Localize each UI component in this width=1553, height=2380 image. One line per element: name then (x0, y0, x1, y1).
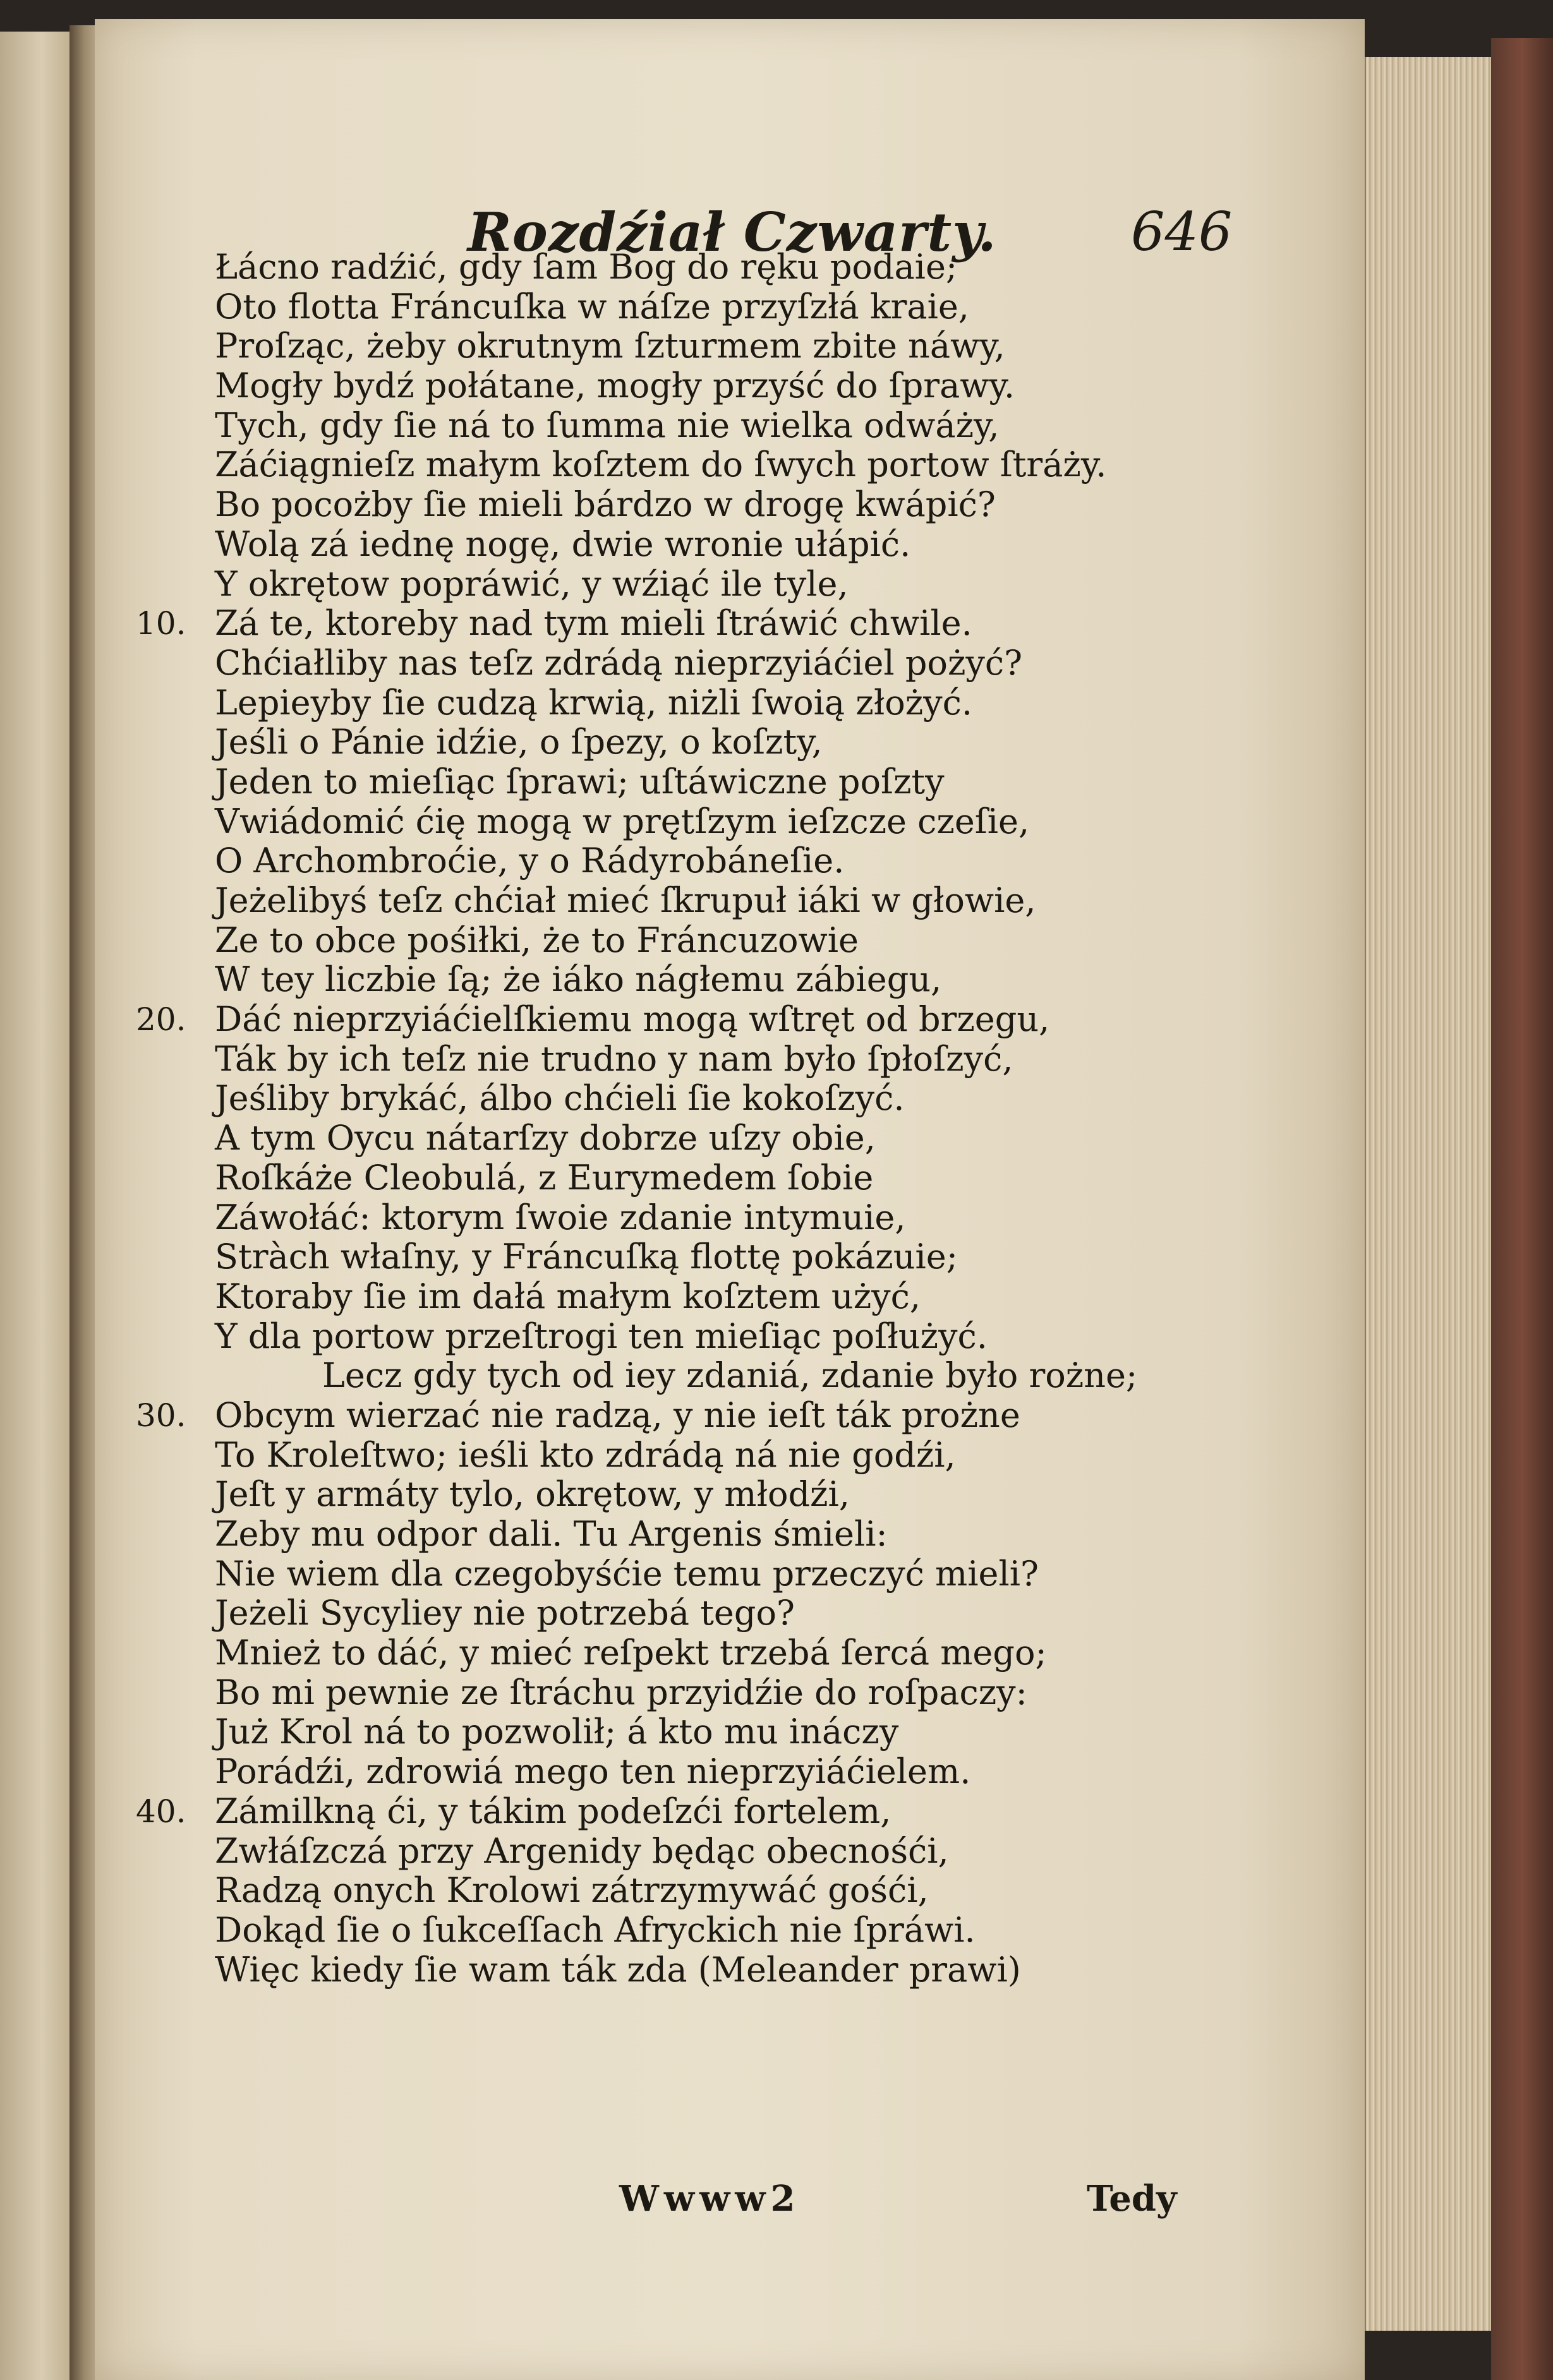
verse-line-text: Záwołáć: ktorym ſwoie zdanie intymuie, (215, 1197, 906, 1237)
verse-line (215, 644, 1339, 683)
verse-line (215, 565, 1339, 604)
verse-line (215, 1911, 1339, 1950)
verse-line (215, 1079, 1339, 1119)
verse-line-text: Ze to obce pośiłki, że to Fráncuzowie (215, 920, 859, 960)
line-number: 30. (136, 1397, 186, 1434)
chapter-header: Rozdźiał Czwarty. (468, 201, 997, 263)
verse-line (215, 1712, 1339, 1752)
verse-line-text: Zá te, ktoreby nad tym mieli ſtráwić chwile. (215, 603, 972, 644)
verse-line-text: Zwłáſzczá przy Argenidy będąc obecnośći, (215, 1830, 949, 1871)
verse-line (215, 762, 1339, 802)
verse-line-text: Bo mi pewnie ze ſtráchu przyidźie do roſpaczy: (215, 1672, 1027, 1712)
verse-line (215, 1436, 1339, 1475)
verse-line-text: Zámilkną ći, y tákim podeſzći fortelem, (215, 1791, 891, 1831)
facing-page-edge (0, 32, 71, 2380)
verse-line (215, 1356, 1339, 1396)
verse-line-text: Radzą onych Krolowi zátrzymywáć gośći, (215, 1870, 929, 1911)
verse-line-text: Y dla portow przeſtrogi ten mieſiąc poſłużyć. (215, 1316, 988, 1356)
verse-line-text: Oto flotta Fráncuſka w náſze przyſzłá kraie, (215, 286, 969, 327)
verse-line-text: Lecz gdy tych od iey zdaniá, zdanie było rożne; (322, 1355, 1138, 1396)
verse-text-block (136, 247, 1339, 1990)
verse-line-text: Jeżelibyś teſz chćiał mieć ſkrupuł iáki w głowie, (215, 880, 1036, 920)
verse-line (215, 841, 1339, 881)
verse-line-text: Stràch właſny, y Fráncuſką flottę pokázuie; (215, 1237, 958, 1277)
verse-line-text: Nie wiem dla czegobyśćie temu przeczyć mieli? (215, 1553, 1039, 1594)
verse-line-text: O Archombroćie, y o Rádyrobáneſie. (215, 841, 845, 881)
verse-line (215, 445, 1339, 485)
verse-line-text: Obcym wierzać nie radzą, y nie ieſt ták prożne (215, 1395, 1020, 1435)
verse-line-text: Dokąd ſie o ſukceſſach Afryckich nie ſpráwi. (215, 1909, 976, 1950)
verse-line (215, 525, 1339, 565)
verse-line (215, 1554, 1339, 1594)
verse-line (215, 287, 1339, 327)
verse-line-text: W tey liczbie ſą; że iáko nágłemu zábiegu, (215, 959, 942, 1000)
verse-line (215, 1594, 1339, 1633)
verse-line-text: Dáć nieprzyiáćielſkiemu mogą wſtręt od brzegu, (215, 999, 1050, 1040)
verse-line (215, 960, 1339, 1000)
verse-line-text: To Kroleſtwo; ieśli kto zdrádą ná nie godźi, (215, 1434, 956, 1475)
verse-line-text: Już Krol ná to pozwolił; á kto mu ináczy (215, 1712, 899, 1752)
verse-line-text: Y okrętow popráwić, y wźiąć ile tyle, (215, 563, 849, 604)
verse-line-text: Jeſt y armáty tylo, okrętow, y młodźi, (215, 1474, 850, 1515)
verse-line-text: Tych, gdy ſie ná to ſumma nie wielka odwáży, (215, 405, 1000, 445)
verse-line (215, 1515, 1339, 1554)
verse-line (136, 999, 1339, 1040)
line-number: 20. (136, 1001, 186, 1038)
verse-line-text: Mnież to dáć, y mieć reſpekt trzebá ſercá mego; (215, 1633, 1047, 1673)
page-stack-edges (1365, 57, 1492, 2331)
verse-line (215, 1277, 1339, 1317)
verse-line-text: Záćiągnieſz małym koſztem do ſwych portow ſtráży. (215, 445, 1107, 485)
verse-line (215, 248, 1339, 287)
verse-line (215, 1317, 1339, 1357)
verse-line (215, 1158, 1339, 1198)
signature-mark: Wwww2 (619, 2178, 801, 2220)
verse-line-text: Ták by ich teſz nie trudno y nam było ſpłoſzyć, (215, 1038, 1013, 1079)
verse-line (215, 1475, 1339, 1515)
verse-line (215, 1832, 1339, 1872)
line-number: 40. (136, 1793, 186, 1830)
verse-line-text: Jeżeli Sycyliey nie potrzebá tego? (215, 1593, 795, 1633)
page-number: 646 (1131, 201, 1233, 263)
verse-line (215, 366, 1339, 406)
verse-line-text: A tym Oycu nátarſzy dobrze uſzy obie, (215, 1118, 876, 1158)
verse-line (215, 1871, 1339, 1911)
verse-line (215, 723, 1339, 762)
verse-line-text: Chćiałliby nas teſz zdrádą nieprzyiáćiel pożyć? (215, 642, 1023, 683)
verse-line-text: Vwiádomić ćię mogą w prętſzym ieſzcze czeſie, (215, 801, 1030, 841)
verse-line-text: Więc kiedy ſie wam ták zda (Meleander prawi) (215, 1949, 1021, 1990)
verse-line-text: Łácno radźić, gdy ſam Bog do ręku podaie; (215, 247, 958, 287)
verse-line (215, 1752, 1339, 1792)
verse-line (215, 1119, 1339, 1158)
verse-line (215, 802, 1339, 842)
verse-line (215, 881, 1339, 921)
verse-line-text: Roſkáże Cleobulá, z Eurymedem ſobie (215, 1157, 874, 1198)
verse-line (215, 1950, 1339, 1990)
verse-line-text: Bo pocożby ſie mieli bárdzo w drogę kwápić? (215, 484, 996, 525)
verse-line (215, 1237, 1339, 1277)
verse-line (215, 1198, 1339, 1238)
catchword: Tedy (1087, 2178, 1177, 2220)
verse-line-text: Wolą zá iednę nogę, dwie wronie ułápić. (215, 524, 911, 564)
verse-line-text: Jeden to mieſiąc ſprawi; uſtáwiczne poſzty (215, 761, 945, 802)
verse-line (215, 683, 1339, 723)
verse-line-text: Jeśliby brykáć, álbo chćieli ſie kokoſzyć. (215, 1078, 905, 1119)
verse-line-text: Lepieyby ſie cudzą krwią, niżli ſwoią złożyć. (215, 682, 973, 723)
verse-line-text: Jeśli o Pánie idźie, o ſpezy, o koſzty, (215, 722, 823, 762)
verse-line (136, 603, 1339, 644)
verse-line (215, 921, 1339, 961)
verse-line-text: Proſząc, żeby okrutnym ſzturmem zbite náwy, (215, 326, 1005, 366)
book-cover-edge (1491, 38, 1553, 2380)
verse-line (136, 1791, 1339, 1832)
verse-line (215, 406, 1339, 446)
verse-line-text: Porádźi, zdrowiá mego ten nieprzyiáćielem. (215, 1752, 971, 1792)
verse-line-text: Zeby mu odpor dali. Tu Argenis śmieli: (215, 1514, 888, 1554)
verse-line-text: Mogły bydź połátane, mogły przyść do ſprawy. (215, 366, 1015, 406)
verse-line (215, 1673, 1339, 1713)
verse-line (215, 1633, 1339, 1673)
verse-line (215, 1040, 1339, 1079)
line-number: 10. (136, 605, 186, 642)
verse-line (215, 327, 1339, 366)
verse-line (136, 1395, 1339, 1436)
verse-line (215, 485, 1339, 525)
verse-line-text: Ktoraby ſie im dałá małym koſztem użyć, (215, 1276, 921, 1316)
